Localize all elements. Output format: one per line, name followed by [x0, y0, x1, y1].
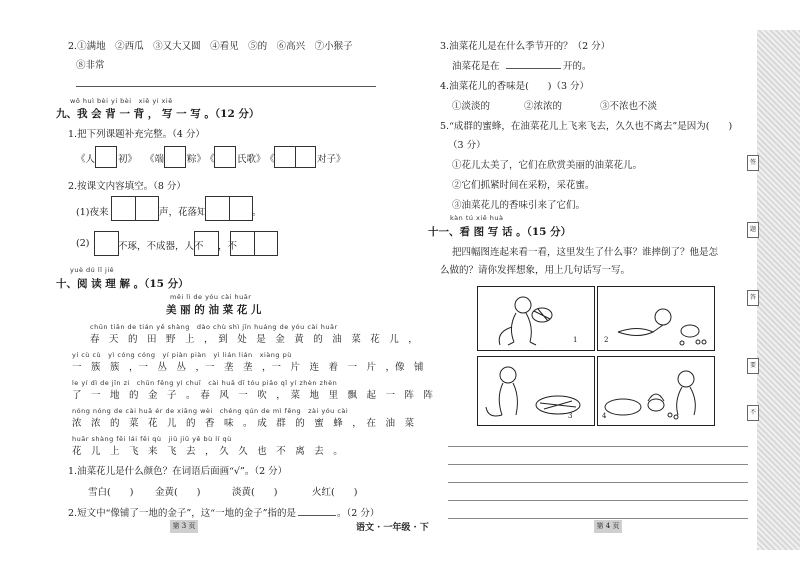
binding-tab: 不 — [747, 405, 759, 421]
panel-number: 4 — [602, 412, 607, 420]
title-2b: 粽》 — [187, 154, 207, 165]
panel-number: 3 — [568, 412, 573, 420]
title-2a: 《端 — [145, 154, 165, 165]
panel-number: 1 — [573, 336, 578, 344]
writing-line[interactable] — [448, 500, 748, 501]
fill2-c: ，不 — [218, 241, 238, 252]
writing-prompt-2: 么做的？请你发挥想象，用上几句话写一写。 — [440, 265, 631, 276]
q5-score: （3 分） — [448, 140, 486, 151]
monkey-falling-icon — [598, 287, 714, 350]
q5-opt-2[interactable]: ②它们抓紧时间在采粉，采花蜜。 — [452, 180, 595, 191]
monkey-picking-up-icon — [598, 357, 714, 425]
binding-margin — [757, 30, 800, 550]
writing-line[interactable] — [448, 482, 748, 483]
fill-box[interactable] — [205, 196, 253, 221]
passage-pinyin: huār shàng fēi lái fēi qù jiǔ jiǔ yě bù lí qù — [72, 435, 232, 443]
passage-line: 一 簇 簇 ，一 丛 丛 ，一 垄 垄 ，一 片 连 着 一 片 ，像 铺 — [72, 362, 424, 373]
binding-tab: 答 — [747, 290, 759, 306]
passage-pinyin: le yí dì de jīn zi chūn fēng yì chuī cài huā dī tóu piāo qǐ yí zhèn zhèn — [72, 379, 338, 387]
sec10-title: 十、阅 读 理 解 。（15 分） — [56, 278, 189, 290]
picture-panel-4 — [597, 356, 715, 426]
blank-box[interactable] — [164, 146, 186, 168]
option-golden[interactable]: 金黄( ) — [155, 487, 201, 498]
q3: 3.油菜花儿是在什么季节开的？（2 分） — [440, 41, 611, 52]
picture-panel-3 — [477, 356, 595, 426]
sec9-title: 九、我 会 背 一 背 ， 写 一 写 。（12 分） — [56, 108, 260, 120]
title-1a: 《人 — [76, 154, 96, 165]
q3-blank[interactable] — [506, 68, 561, 69]
passage-line: 花 儿 上 飞 来 飞 去 ， 久 久 也 不 离 去 。 — [72, 446, 343, 457]
passage-line: 了 一 地 的 金 子 。 春 风 一 吹 ， 菜 地 里 飘 起 一 阵 阵 — [72, 390, 434, 401]
page-number-left: 第 3 页 — [170, 520, 198, 533]
passage-pinyin: chūn tiān de tián yě shàng dào chù shì jīn huáng de yóu cài huār — [90, 323, 338, 331]
title-3a: 《 — [205, 154, 215, 165]
option-pale-yellow[interactable]: 淡黄( ) — [232, 487, 278, 498]
panel-number: 2 — [604, 336, 609, 344]
footer-subject: 语文 · 一年级 · 下 — [356, 523, 429, 533]
q2-words-line2: ⑧非常 — [76, 60, 105, 71]
page-number-right: 第 4 页 — [594, 520, 622, 533]
q9-1: 1.把下列课题补充完整。（4 分） — [68, 129, 205, 140]
fill1-b: 声，花落知 — [159, 207, 207, 218]
q5-opt-1[interactable]: ①花儿太美了，它们在欣赏美丽的油菜花儿。 — [452, 160, 643, 171]
binding-tab: 要 — [747, 358, 759, 374]
fill-box[interactable] — [230, 231, 278, 256]
q3-end: 开的。 — [563, 61, 592, 72]
title-4a: 《 — [265, 154, 275, 165]
q2-words-line1: 2.①满地 ②西瓜 ③又大又圆 ④看见 ⑤的 ⑥高兴 ⑦小猴子 — [68, 41, 353, 52]
q10-2-end: 。（2 分） — [337, 508, 380, 519]
blank-box[interactable] — [95, 146, 117, 168]
passage-line: 浓 浓 的 菜 花 儿 的 香 味 。 成 群 的 蜜 蜂 ， 在 油 菜 — [72, 418, 415, 429]
answer-line — [76, 86, 376, 87]
q5-opt-3[interactable]: ③油菜花儿的香味引来了它们。 — [452, 200, 586, 211]
fill2-a: (2) — [76, 238, 90, 249]
sec11-title: 十一、看 图 写 话 。（15 分） — [428, 226, 572, 238]
passage-title: 美 丽 的 油 菜 花 儿 — [166, 304, 262, 316]
blank-box[interactable] — [214, 146, 236, 168]
title-1b: 初》 — [118, 154, 138, 165]
blank-box[interactable] — [274, 146, 316, 168]
fill1-c: 。 — [252, 207, 262, 218]
q10-1: 1.油菜花儿是什么颜色？在词语后面画“√”。（2 分） — [68, 466, 288, 477]
fill-box[interactable] — [111, 196, 159, 221]
passage-pinyin: yí cù cù yì cóng cóng yí piàn piàn yì lián lián xiàng pù — [72, 351, 292, 359]
title-3b: 氏歌》 — [237, 154, 266, 165]
fill-box[interactable] — [194, 231, 219, 256]
passage-title-pinyin: měi lì de yóu cài huār — [170, 293, 252, 301]
option-snow-white[interactable]: 雪白( ) — [88, 487, 134, 498]
q9-2: 2.按课文内容填空。（8 分） — [68, 181, 186, 192]
writing-line[interactable] — [448, 464, 748, 465]
binding-tab: 题 — [747, 222, 759, 238]
fill1-a: (1)夜来 — [76, 207, 109, 218]
passage-line: 春 天 的 田 野 上 ， 到 处 是 金 黄 的 油 菜 花 儿 ， — [90, 334, 418, 345]
fill2-b: 不琢，不成器，人不 — [118, 241, 204, 252]
writing-line[interactable] — [448, 446, 748, 447]
picture-panel-1 — [477, 286, 595, 351]
title-4b: 对子》 — [317, 154, 346, 165]
q10-2-blank[interactable] — [298, 515, 336, 516]
passage-pinyin: nóng nóng de cài huā ér de xiāng wèi chéng qún de mì fēng zài yóu cài — [72, 407, 349, 415]
q4-opt-1[interactable]: ①淡淡的 — [452, 101, 491, 112]
binding-tab: 签 — [747, 155, 759, 171]
sec9-pinyin: wǒ huì bèi yi bèi xiě yi xiě — [70, 97, 173, 105]
q10-2: 2.短文中“像铺了一地的金子”，这“一地的金子”指的是 — [68, 508, 296, 519]
option-fire-red[interactable]: 火红( ) — [312, 487, 358, 498]
sec11-pinyin: kàn tú xiě huà — [450, 214, 504, 222]
monkey-thinking-icon — [478, 357, 594, 425]
sec10-pinyin: yuè dú lǐ jiě — [70, 266, 115, 274]
q4-opt-3[interactable]: ③不浓也不淡 — [600, 101, 658, 112]
picture-panel-2 — [597, 286, 715, 351]
writing-line[interactable] — [448, 518, 748, 519]
q3-answer: 油菜花是在 — [452, 61, 500, 72]
q4: 4.油菜花儿的香味是( )（3 分） — [440, 81, 590, 92]
fill-box[interactable] — [94, 231, 119, 256]
q5: 5.“成群的蜜蜂，在油菜花儿上飞来飞去，久久也不离去”是因为( ) — [440, 121, 733, 132]
writing-prompt-1: 把四幅图连起来看一看，这里发生了什么事？谁摔倒了？他是怎 — [452, 247, 719, 258]
q4-opt-2[interactable]: ②浓浓的 — [524, 101, 563, 112]
